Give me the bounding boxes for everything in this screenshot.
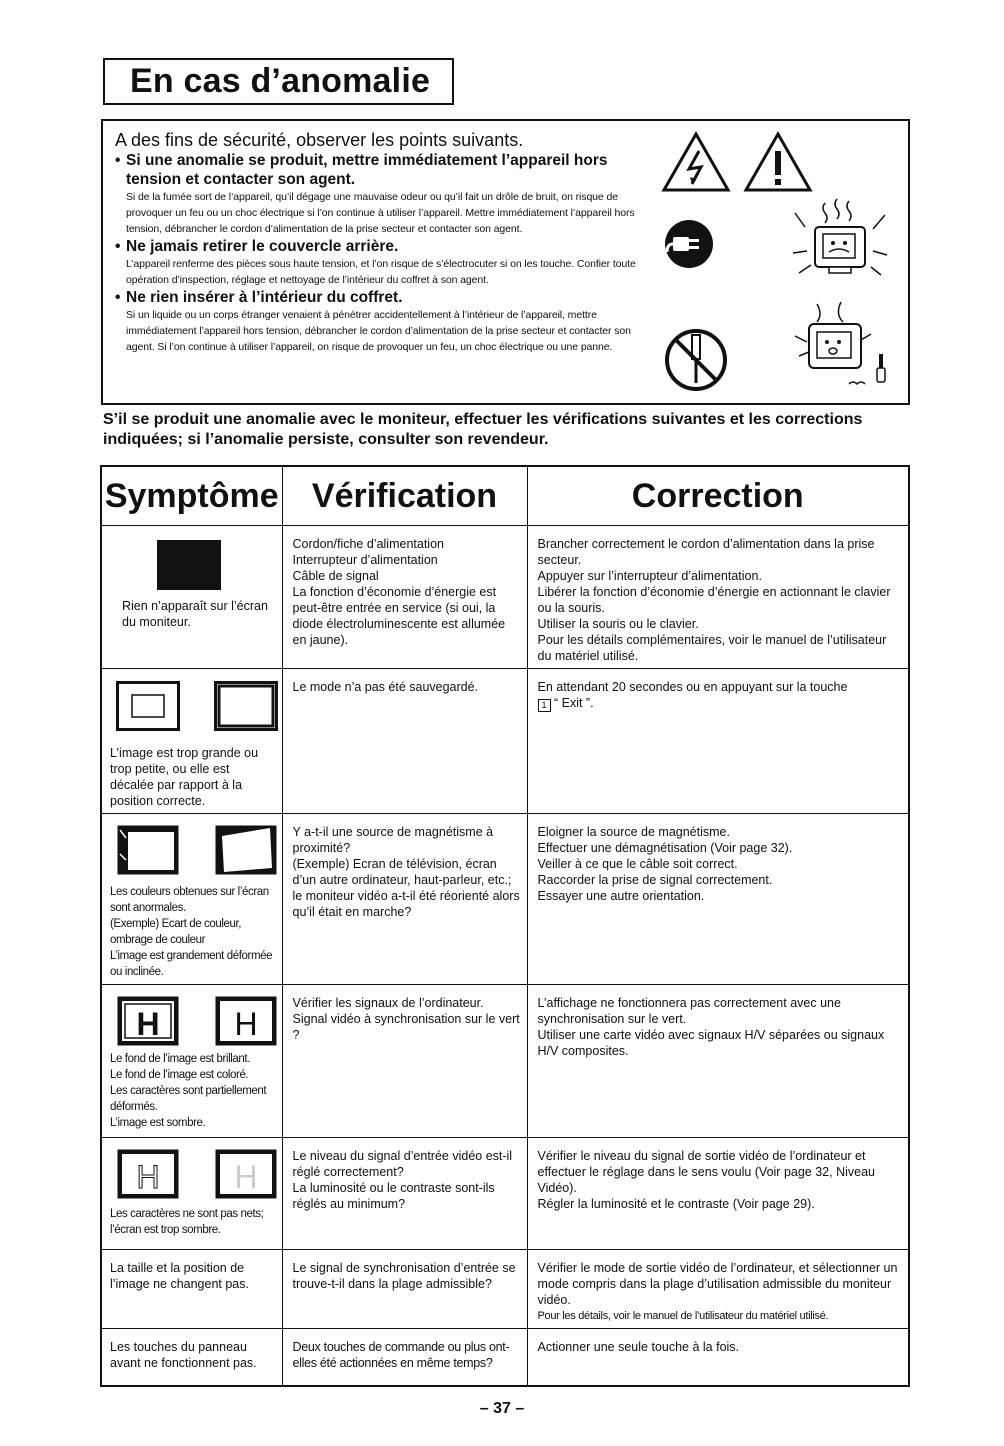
small-image-screen-icon bbox=[116, 681, 180, 731]
safety-body-1: Si de la fumée sort de l’appareil, qu’il dégage une mauvaise odeur ou qu’il fait un drôle de bruit, on risque de provoquer un feu ou un choc électrique si l’on continue à utiliser l’appareil. Mettre immédiatement l’appareil hors tension, débrancher le cordon d’alimentation de la prise secteur et contacter son agent. bbox=[126, 191, 635, 235]
correction-cell: Vérifier le mode de sortie vidéo de l’ordinateur, et sélectionner un mode compris dans la plage d’utilisation admissible du moniteur vidéo. Pour les détails, voir le manuel de l’utilisateur du matériel utilisé. bbox=[527, 1250, 909, 1329]
verification-cell: Le mode n’a pas été sauvegardé. bbox=[282, 669, 527, 814]
safety-body-2: L’appareil renferme des pièces sous haute tension, et l’on risque de s’électrocuter si on les touche. Confier toute opération d’inspection, réglage et nettoyage de l’intérieur du coffret à son agent. bbox=[126, 258, 636, 286]
symptom-cell bbox=[101, 814, 282, 985]
blurry-screens bbox=[110, 1146, 276, 1206]
safety-heading-3: • Ne rien insérer à l’intérieur du coffret. bbox=[115, 289, 403, 306]
svg-text:H: H bbox=[234, 1006, 258, 1042]
unsharp-characters-screen-icon bbox=[116, 1148, 180, 1200]
verification-cell: Deux touches de commande ou plus ont-elles été actionnées en même temps? bbox=[282, 1329, 527, 1386]
symptom-cell: La taille et la position de l’image ne changent pas. bbox=[101, 1250, 282, 1329]
correction-cell: L’affichage ne fonctionnera pas correctement avec une synchronisation sur le vert. Utiliser une carte vidéo avec signaux H/V séparées ou signaux H/V composites. bbox=[527, 985, 909, 1138]
symptom-cell bbox=[101, 669, 282, 814]
electric-shock-warning-icon bbox=[661, 131, 731, 193]
safety-box bbox=[101, 119, 910, 405]
bright-background-screen-icon bbox=[116, 995, 180, 1047]
symptom-text: Le fond de l’image est brillant. Le fond de l’image est coloré. Les caractères sont partiellement déformés. L’image est sombre. bbox=[110, 1053, 267, 1129]
safety-heading-1: • Si une anomalie se produit, mettre immédiatement l’appareil hors tension et contacter son agent. bbox=[115, 152, 608, 188]
caution-warning-icon bbox=[743, 131, 813, 193]
large-image-screen-icon bbox=[214, 681, 278, 731]
header-verification: Vérification bbox=[282, 466, 527, 526]
key-1-icon: 1 bbox=[538, 699, 551, 712]
color-screens bbox=[110, 822, 276, 882]
symptom-text: Les couleurs obtenues sur l’écran sont anormales. (Exemple) Ecart de couleur, ombrage de couleur L’image est grandement déformée ou inclinée. bbox=[110, 886, 273, 978]
title-box bbox=[103, 58, 454, 105]
verification-cell: Vérifier les signaux de l’ordinateur. Signal vidéo à synchronisation sur le vert ? bbox=[282, 985, 527, 1138]
safety-text bbox=[115, 129, 655, 355]
svg-text:H: H bbox=[234, 1159, 258, 1195]
troubleshooting-table bbox=[100, 465, 910, 1387]
unplug-icon bbox=[663, 218, 715, 270]
symptom-cell bbox=[101, 985, 282, 1138]
tilted-image-screen-icon bbox=[214, 824, 278, 876]
too-dark-screen-icon bbox=[214, 1148, 278, 1200]
header-correction: Correction bbox=[527, 466, 909, 526]
color-shift-screen-icon bbox=[116, 824, 180, 876]
symptom-cell bbox=[101, 1138, 282, 1250]
symptom-cell bbox=[101, 526, 282, 669]
symptom-text: Rien n’apparaît sur l’écran du moniteur. bbox=[122, 599, 268, 629]
safety-heading-2: • Ne jamais retirer le couvercle arrière. bbox=[115, 238, 399, 255]
verification-cell: Le signal de synchronisation d’entrée se trouve-t-il dans la plage admissible? bbox=[282, 1250, 527, 1329]
symptom-text: L’image est trop grande ou trop petite, ou elle est décalée par rapport à la position correcte. bbox=[110, 746, 259, 808]
symptom-text: Les caractères ne sont pas nets; l’écran est trop sombre. bbox=[110, 1208, 264, 1236]
svg-text:H: H bbox=[136, 1006, 160, 1042]
advice-text: S’il se produit une anomalie avec le moniteur, effectuer les vérifications suivantes et les corrections indiquées; si l’anomalie persiste, consulter son revendeur. bbox=[103, 411, 863, 448]
verification-cell: Cordon/fiche d’alimentation Interrupteur d’alimentation Câble de signal La fonction d’économie d’énergie est peut-être entrée en service (si oui, la diode électroluminescente est allumée en jaune). bbox=[282, 526, 527, 669]
opened-monitor-icon bbox=[775, 296, 895, 396]
size-screens bbox=[110, 677, 276, 737]
smoking-monitor-icon bbox=[785, 193, 895, 293]
table-row bbox=[101, 814, 909, 985]
correction-cell: Brancher correctement le cordon d’alimentation dans la prise secteur. Appuyer sur l’interrupteur d’alimentation. Libérer la fonction d’économie d’énergie en actionnant le clavier ou la souris. Utiliser la souris ou le clavier. Pour les détails complémentaires, voir le manuel de l’utilisateur du matériel utilisé. bbox=[527, 526, 909, 669]
verification-cell: Le niveau du signal d’entrée vidéo est-il réglé correctement? La luminosité ou le contraste sont-ils réglés au minimum? bbox=[282, 1138, 527, 1250]
svg-text:H: H bbox=[136, 1159, 160, 1195]
page-number: – 37 – bbox=[479, 1400, 525, 1417]
table-row bbox=[101, 1250, 909, 1329]
correction-cell: Eloigner la source de magnétisme. Effectuer une démagnétisation (Voir page 32). Veiller à ce que le câble soit correct. Raccorder la prise de signal correctement. Essayer une autre orientation. bbox=[527, 814, 909, 985]
no-disassembly-icon bbox=[663, 327, 729, 393]
correction-cell: Actionner une seule touche à la fois. bbox=[527, 1329, 909, 1386]
verification-cell: Y a-t-il une source de magnétisme à proximité? (Exemple) Ecran de télévision, écran d’un autre ordinateur, haut-parleur, etc.; le moniteur vidéo a-t-il été réorienté alors qu’il était en marche? bbox=[282, 814, 527, 985]
correction-cell: Vérifier le niveau du signal de sortie vidéo de l’ordinateur et effectuer le réglage dans le sens voulu (Voir page 32, Niveau Vidéo). Régler la luminosité et le contraste (Voir page 29). bbox=[527, 1138, 909, 1250]
dark-image-screen-icon bbox=[214, 995, 278, 1047]
page-title: En cas d’anomalie bbox=[130, 62, 431, 100]
bright-screens bbox=[110, 993, 276, 1051]
correction-cell: En attendant 20 secondes ou en appuyant sur la touche 1 “ Exit ”. bbox=[527, 669, 909, 814]
table-row bbox=[101, 985, 909, 1138]
table-row bbox=[101, 1329, 909, 1386]
table-header-row bbox=[101, 466, 909, 526]
table-row bbox=[101, 526, 909, 669]
safety-intro: A des fins de sécurité, observer les points suivants. bbox=[115, 130, 524, 150]
header-symptom: Symptôme bbox=[101, 466, 282, 526]
symptom-cell: Les touches du panneau avant ne fonctionnent pas. bbox=[101, 1329, 282, 1386]
table-row bbox=[101, 1138, 909, 1250]
table-row bbox=[101, 669, 909, 814]
safety-body-3: Si un liquide ou un corps étranger venaient à pénétrer accidentellement à l’intérieur de l’appareil, mettre immédiatement l’appareil hors tension, débrancher le cordon d’alimentation de la prise secteur et contacter son agent. Si l’on continue à utiliser l’appareil, on risque de provoquer un feu, un choc électrique ou une panne. bbox=[126, 309, 631, 353]
black-screen-icon bbox=[157, 540, 221, 590]
correction-note: Pour les détails, voir le manuel de l’utilisateur du matériel utilisé. bbox=[537, 1310, 829, 1322]
